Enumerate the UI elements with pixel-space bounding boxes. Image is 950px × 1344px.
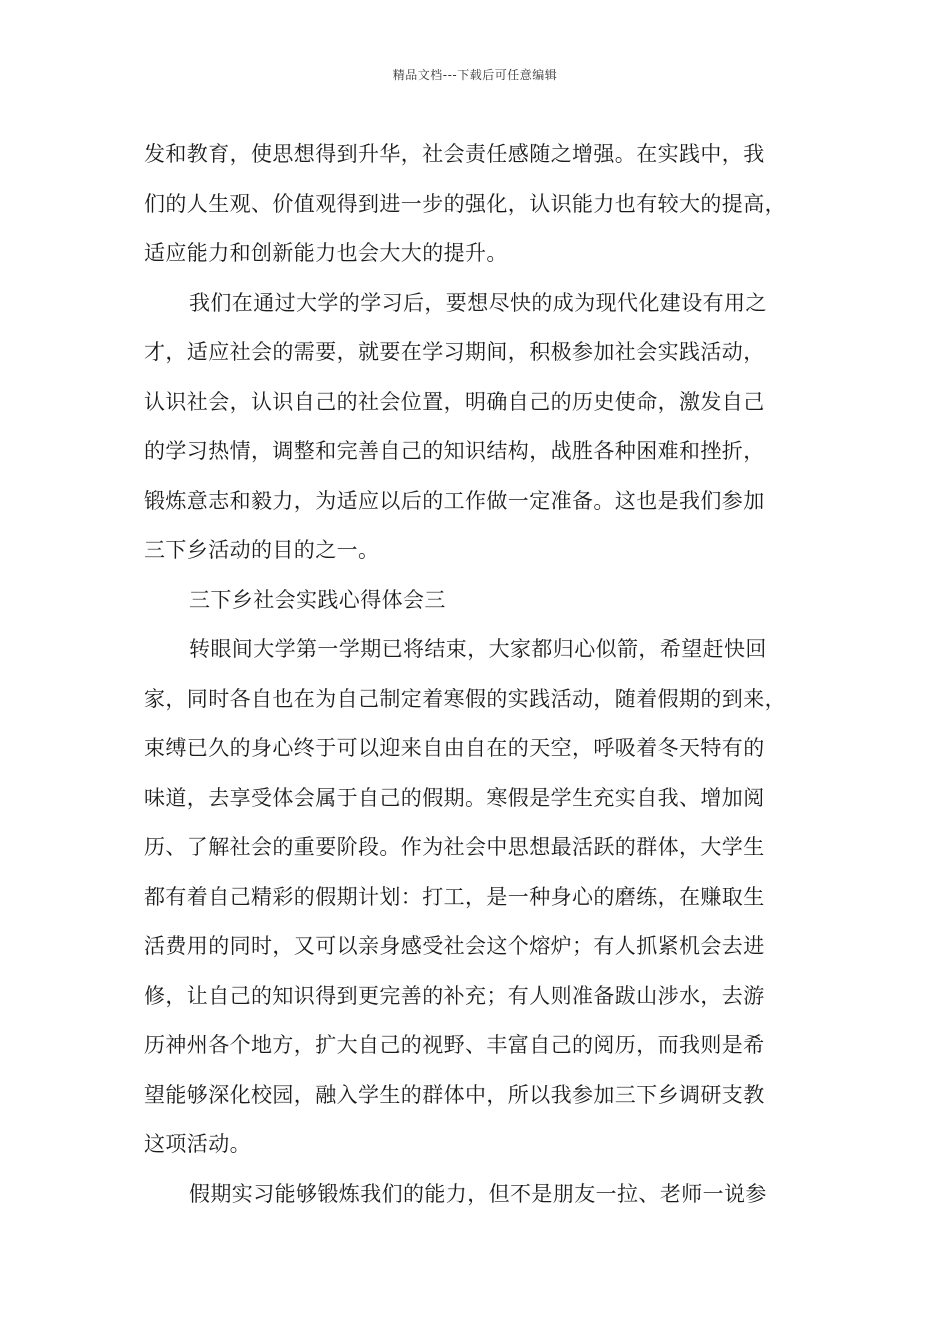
- text-line: 才，适应社会的需要，就要在学习期间，积极参加社会实践活动，: [144, 340, 765, 364]
- text-line: 望能够深化校园，融入学生的群体中，所以我参加三下乡调研支教: [144, 1082, 765, 1107]
- text-line: 发和教育，使思想得到升华，社会责任感随之增强。在实践中，我: [144, 142, 765, 166]
- text-line: 历神州各个地方，扩大自己的视野、丰富自己的阅历，而我则是希: [144, 1033, 765, 1057]
- text-line: 束缚已久的身心终于可以迎来自由自在的天空，呼吸着冬天特有的: [144, 736, 765, 760]
- document-body: [144, 130, 824, 1219]
- text-line: 认识社会，认识自己的社会位置，明确自己的历史使命，激发自己: [144, 389, 765, 414]
- text-line: 家，同时各自也在为自己制定着寒假的实践活动，随着假期的到来，: [144, 686, 786, 711]
- section-heading: 三下乡社会实践心得体会三: [189, 587, 446, 612]
- text-line: 修，让自己的知识得到更完善的补充；有人则准备跋山涉水，去游: [144, 983, 765, 1008]
- text-line: 都有着自己精彩的假期计划：打工，是一种身心的磨练，在赚取生: [144, 884, 765, 909]
- text-line: 这项活动。: [144, 1132, 251, 1156]
- text-line: 适应能力和创新能力也会大大的提升。: [144, 241, 508, 265]
- text-line: 的学习热情，调整和完善自己的知识结构，战胜各种困难和挫折，: [144, 439, 765, 463]
- text-line: 我们在通过大学的学习后，要想尽快的成为现代化建设有用之: [189, 290, 767, 315]
- text-line: 历、了解社会的重要阶段。作为社会中思想最活跃的群体，大学生: [144, 835, 765, 859]
- text-line: 活费用的同时，又可以亲身感受社会这个熔炉；有人抓紧机会去进: [144, 934, 765, 958]
- text-line: 三下乡活动的目的之一。: [144, 538, 380, 562]
- text-line: 假期实习能够锻炼我们的能力，但不是朋友一拉、老师一说参: [189, 1181, 767, 1206]
- text-line: 转眼间大学第一学期已将结束，大家都归心似箭，希望赶快回: [189, 637, 767, 661]
- page-header: 精品文档---下载后可任意编辑: [392, 68, 558, 82]
- text-line: 们的人生观、价值观得到进一步的强化，认识能力也有较大的提高，: [144, 191, 786, 216]
- text-line: 锻炼意志和毅力，为适应以后的工作做一定准备。这也是我们参加: [144, 488, 765, 513]
- text-line: 味道，去享受体会属于自己的假期。寒假是学生充实自我、增加阅: [144, 785, 765, 810]
